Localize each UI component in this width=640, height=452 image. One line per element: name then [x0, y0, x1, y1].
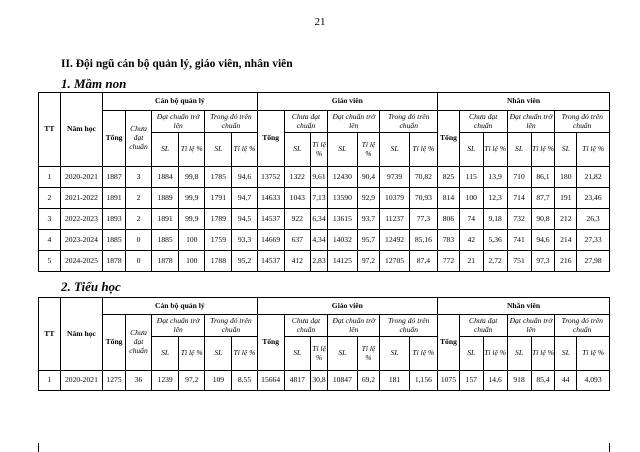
- table-cell: 157: [459, 371, 483, 391]
- table-cell: 3: [39, 209, 61, 230]
- header-dat-chuan: Đạt chuẩn trở lên: [328, 315, 380, 337]
- table-cell: 2: [39, 188, 61, 209]
- table-cell: 99,8: [179, 167, 205, 188]
- header-sl: SL: [152, 337, 179, 371]
- table-row: [39, 209, 610, 230]
- table-cell: 100: [179, 230, 205, 251]
- header-sl: SL: [459, 337, 483, 371]
- header-nhan-vien: Nhân viên: [438, 298, 610, 315]
- table-cell: 5,36: [483, 230, 507, 251]
- table-cell: 2: [125, 188, 151, 209]
- header-tong: Tổng: [438, 111, 460, 167]
- table-cell: 772: [438, 251, 460, 272]
- table-cell: 1,156: [409, 371, 437, 391]
- table-cell: 922: [284, 209, 310, 230]
- table-cell: 21,82: [577, 167, 610, 188]
- table-cell: 710: [507, 167, 531, 188]
- header-chua-dat-chuan: Chưa đạt chuẩn: [284, 315, 327, 337]
- header-dat-chuan: Đạt chuẩn trở lên: [507, 315, 555, 337]
- table-cell: 9,61: [310, 167, 327, 188]
- table-cell: 741: [507, 230, 531, 251]
- table-cell: 26,3: [577, 209, 610, 230]
- table-cell: 8,55: [232, 371, 257, 391]
- table-cell: 1: [39, 371, 61, 391]
- table-cell: 0: [125, 230, 151, 251]
- table-cell: 6,34: [310, 209, 327, 230]
- table-cell: 14537: [257, 209, 284, 230]
- tieu-hoc-table-body: [39, 371, 610, 391]
- header-tren-chuan: Trong đó trên chuẩn: [380, 111, 438, 133]
- table-cell: 12492: [380, 230, 409, 251]
- table-cell: 14032: [328, 230, 357, 251]
- table-cell: 36: [125, 371, 151, 391]
- table-cell: 15664: [257, 371, 284, 391]
- header-tong: Tổng: [103, 111, 126, 167]
- header-ti-le: Tỉ lệ %: [310, 133, 327, 167]
- table-cell: 10379: [380, 188, 409, 209]
- table-cell: 2,72: [483, 251, 507, 272]
- table-cell: 12,3: [483, 188, 507, 209]
- table-cell: 9739: [380, 167, 409, 188]
- table-cell: 2020-2021: [60, 371, 102, 391]
- table-cell: 93,7: [357, 209, 380, 230]
- table-cell: 85,16: [409, 230, 437, 251]
- header-ti-le: Tỉ lệ %: [577, 337, 610, 371]
- table-cell: 70,93: [409, 188, 437, 209]
- header-ti-le: Tỉ lệ %: [409, 337, 437, 371]
- header-can-bo: Cán bộ quản lý: [103, 298, 257, 315]
- table-cell: 2: [125, 209, 151, 230]
- table-cell: 97,2: [357, 251, 380, 272]
- header-ti-le: Tỉ lệ %: [483, 337, 507, 371]
- table-cell: 2,83: [310, 251, 327, 272]
- table-cell: 1075: [438, 371, 460, 391]
- table-cell: 77,3: [409, 209, 437, 230]
- header-tt: TT: [39, 93, 61, 167]
- header-dat-chuan: Đạt chuẩn trở lên: [152, 111, 205, 133]
- table-cell: 7,13: [310, 188, 327, 209]
- table-cell: 13615: [328, 209, 357, 230]
- header-sl: SL: [284, 337, 310, 371]
- header-chua-dat-chuan: Chưa đạt chuẩn: [125, 111, 151, 167]
- table-cell: 714: [507, 188, 531, 209]
- table-cell: 180: [555, 167, 577, 188]
- mam-non-table-body: [39, 167, 610, 272]
- header-nam-hoc: Năm học: [60, 93, 102, 167]
- table-cell: 2020-2021: [60, 167, 102, 188]
- table-cell: 1878: [103, 251, 126, 272]
- header-giao-vien: Giáo viên: [257, 93, 438, 111]
- header-tong: Tổng: [103, 315, 126, 371]
- header-sl: SL: [205, 133, 232, 167]
- header-ti-le: Tỉ lệ %: [531, 337, 555, 371]
- header-ti-le: Tỉ lệ %: [232, 337, 257, 371]
- table-cell: 97,3: [531, 251, 555, 272]
- table-cell: 27,98: [577, 251, 610, 272]
- table-cell: 212: [555, 209, 577, 230]
- table-cell: 1885: [103, 230, 126, 251]
- table-cell: 214: [555, 230, 577, 251]
- header-chua-dat-chuan: Chưa đạt chuẩn: [284, 111, 327, 133]
- table-cell: 3: [125, 167, 151, 188]
- header-nam-hoc: Năm học: [60, 298, 102, 371]
- table-cell: 783: [438, 230, 460, 251]
- table-cell: 918: [507, 371, 531, 391]
- table-cell: 115: [459, 167, 483, 188]
- table-cell: 10847: [328, 371, 357, 391]
- table-cell: 1788: [205, 251, 232, 272]
- header-sl: SL: [328, 337, 357, 371]
- table-cell: 1791: [205, 188, 232, 209]
- table-cell: 70,82: [409, 167, 437, 188]
- table-cell: 2024-2025: [60, 251, 102, 272]
- header-dat-chuan: Đạt chuẩn trở lên: [507, 111, 555, 133]
- table-cell: 1: [39, 167, 61, 188]
- table-cell: 94,6: [531, 230, 555, 251]
- table-cell: 2022-2023: [60, 209, 102, 230]
- header-ti-le: Tỉ lệ %: [409, 133, 437, 167]
- table-cell: 12705: [380, 251, 409, 272]
- table-cell: 14537: [257, 251, 284, 272]
- table-cell: 87,7: [531, 188, 555, 209]
- table-cell: 97,2: [179, 371, 205, 391]
- table-row: [39, 251, 610, 272]
- table-cell: 14669: [257, 230, 284, 251]
- table-cell: 13752: [257, 167, 284, 188]
- table-cell: 1885: [152, 230, 179, 251]
- header-sl: SL: [284, 133, 310, 167]
- header-tong: Tổng: [438, 315, 460, 371]
- table-cell: 14,6: [483, 371, 507, 391]
- header-tt: TT: [39, 298, 61, 371]
- table-row: [39, 230, 610, 251]
- header-ti-le: Tỉ lệ %: [179, 337, 205, 371]
- table-cell: 732: [507, 209, 531, 230]
- header-sl: SL: [555, 337, 577, 371]
- table-cell: 74: [459, 209, 483, 230]
- table-cell: 44: [555, 371, 577, 391]
- table-cell: 109: [205, 371, 232, 391]
- header-chua-dat-chuan: Chưa đạt chuẩn: [459, 315, 507, 337]
- table-cell: 1759: [205, 230, 232, 251]
- table-cell: 86,1: [531, 167, 555, 188]
- table-cell: 100: [459, 188, 483, 209]
- table-cell: 14125: [328, 251, 357, 272]
- header-tren-chuan: Trong đó trên chuẩn: [555, 111, 610, 133]
- table-row: [39, 371, 610, 391]
- table-cell: 93,3: [232, 230, 257, 251]
- table-cell: 9,18: [483, 209, 507, 230]
- header-ti-le: Tỉ lệ %: [357, 133, 380, 167]
- table-cell: 92,9: [357, 188, 380, 209]
- mam-non-table: [38, 92, 610, 272]
- header-chua-dat-chuan: Chưa đạt chuẩn: [459, 111, 507, 133]
- header-sl: SL: [205, 337, 232, 371]
- header-can-bo: Cán bộ quản lý: [103, 93, 257, 111]
- header-sl: SL: [459, 133, 483, 167]
- header-tren-chuan: Trong đó trên chuẩn: [205, 315, 257, 337]
- header-sl: SL: [380, 133, 409, 167]
- table-cell: 90,8: [531, 209, 555, 230]
- table-cell: 95,2: [232, 251, 257, 272]
- page-number: 21: [314, 16, 326, 28]
- table-cell: 95,7: [357, 230, 380, 251]
- table-cell: 216: [555, 251, 577, 272]
- table-cell: 13590: [328, 188, 357, 209]
- table-cell: 90,4: [357, 167, 380, 188]
- table-cell: 94,6: [232, 167, 257, 188]
- header-ti-le: Tỉ lệ %: [232, 133, 257, 167]
- table-cell: 4,34: [310, 230, 327, 251]
- table-cell: 181: [380, 371, 409, 391]
- table-cell: 0: [125, 251, 151, 272]
- header-tren-chuan: Trong đó trên chuẩn: [380, 315, 438, 337]
- table-cell: 825: [438, 167, 460, 188]
- header-sl: SL: [507, 337, 531, 371]
- header-ti-le: Tỉ lệ %: [483, 133, 507, 167]
- table-continuation: [38, 443, 610, 452]
- header-chua-dat-chuan: Chưa đạt chuẩn: [125, 315, 151, 371]
- table-cell: 2023-2024: [60, 230, 102, 251]
- header-ti-le: Tỉ lệ %: [531, 133, 555, 167]
- header-tong: Tổng: [257, 111, 284, 167]
- table-cell: 11237: [380, 209, 409, 230]
- table-cell: 4,093: [577, 371, 610, 391]
- table-cell: 30,8: [310, 371, 327, 391]
- header-sl: SL: [328, 133, 357, 167]
- header-sl: SL: [380, 337, 409, 371]
- table-cell: 412: [284, 251, 310, 272]
- table-cell: 1322: [284, 167, 310, 188]
- table-cell: 87,4: [409, 251, 437, 272]
- table-cell: 1887: [103, 167, 126, 188]
- table-cell: 2021-2022: [60, 188, 102, 209]
- table-cell: 751: [507, 251, 531, 272]
- table-cell: 814: [438, 188, 460, 209]
- table-cell: 1785: [205, 167, 232, 188]
- header-sl: SL: [152, 133, 179, 167]
- header-tong: Tổng: [257, 315, 284, 371]
- header-tren-chuan: Trong đó trên chuẩn: [555, 315, 610, 337]
- table-cell: 13,9: [483, 167, 507, 188]
- header-dat-chuan: Đạt chuẩn trở lên: [328, 111, 380, 133]
- table-cell: 42: [459, 230, 483, 251]
- table-cell: 27,33: [577, 230, 610, 251]
- table-cell: 69,2: [357, 371, 380, 391]
- table-cell: 1891: [152, 209, 179, 230]
- header-ti-le: Tỉ lệ %: [577, 133, 610, 167]
- table-cell: 1789: [205, 209, 232, 230]
- header-giao-vien: Giáo viên: [257, 298, 438, 315]
- table-cell: 1891: [103, 188, 126, 209]
- table-row: [39, 167, 610, 188]
- table-cell: 85,4: [531, 371, 555, 391]
- table-cell: 806: [438, 209, 460, 230]
- header-dat-chuan: Đạt chuẩn trở lên: [152, 315, 205, 337]
- table-cell: 5: [39, 251, 61, 272]
- header-nhan-vien: Nhân viên: [438, 93, 610, 111]
- table-cell: 99,9: [179, 188, 205, 209]
- table-cell: 94,7: [232, 188, 257, 209]
- table-cell: 94,5: [232, 209, 257, 230]
- table-cell: 21: [459, 251, 483, 272]
- table-cell: 191: [555, 188, 577, 209]
- header-sl: SL: [555, 133, 577, 167]
- table-cell: 100: [179, 251, 205, 272]
- table-cell: 23,46: [577, 188, 610, 209]
- header-sl: SL: [507, 133, 531, 167]
- table-cell: 1893: [103, 209, 126, 230]
- table-cell: 1889: [152, 188, 179, 209]
- header-ti-le: Tỉ lệ %: [179, 133, 205, 167]
- table-cell: 12430: [328, 167, 357, 188]
- header-ti-le: Tỉ lệ %: [357, 337, 380, 371]
- header-ti-le: Tỉ lệ %: [310, 337, 327, 371]
- header-tren-chuan: Trong đó trên chuẩn: [205, 111, 257, 133]
- table-cell: 1239: [152, 371, 179, 391]
- table-cell: 637: [284, 230, 310, 251]
- table-cell: 99,9: [179, 209, 205, 230]
- table-cell: 4817: [284, 371, 310, 391]
- table-cell: 1043: [284, 188, 310, 209]
- table-cell: 1275: [103, 371, 126, 391]
- table-cell: 4: [39, 230, 61, 251]
- table-row: [39, 188, 610, 209]
- section-title: II. Đội ngũ cán bộ quản lý, giáo viên, nhân viên: [61, 58, 293, 70]
- table-cell: 14633: [257, 188, 284, 209]
- tieu-hoc-table: [38, 297, 610, 391]
- table-cell: 1884: [152, 167, 179, 188]
- table-cell: 1878: [152, 251, 179, 272]
- subsection-mam-non-title: 1. Mầm non: [61, 76, 127, 91]
- subsection-tieu-hoc-title: 2. Tiểu học: [61, 279, 121, 294]
